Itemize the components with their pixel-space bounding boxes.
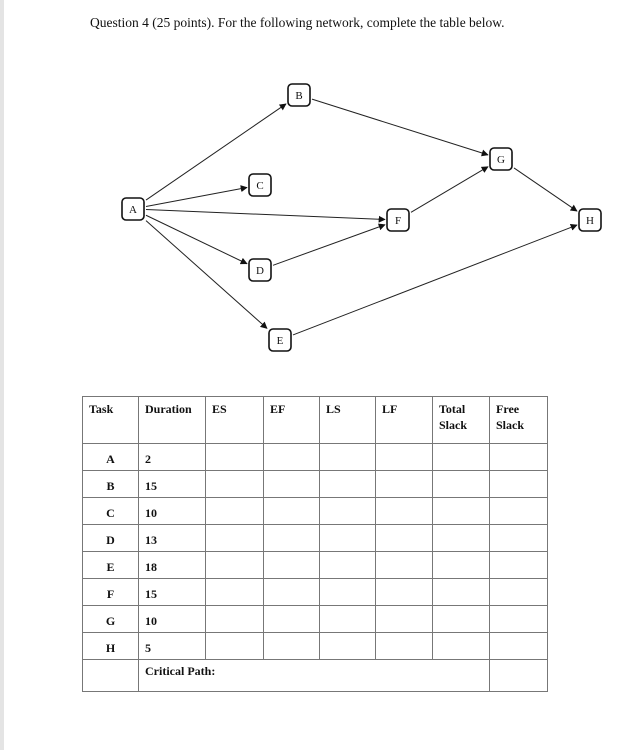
node-a — [122, 198, 144, 220]
cell-free-slack — [490, 471, 548, 498]
cell-lf — [376, 471, 433, 498]
cell-free-slack — [490, 606, 548, 633]
table-row — [83, 444, 548, 471]
edge-a-c — [146, 187, 247, 206]
cell-free-slack — [490, 444, 548, 471]
cell-ls — [320, 525, 376, 552]
table-row — [83, 525, 548, 552]
header-duration: Duration — [139, 397, 206, 444]
header-task: Task — [83, 397, 139, 444]
question-text: Question 4 (25 points). For the following network, complete the table below. — [90, 15, 505, 30]
critical-path-task-cell — [83, 660, 139, 692]
cell-ef — [264, 633, 320, 660]
header-total-slack — [433, 397, 490, 444]
node-label: G — [497, 154, 505, 166]
node-label: C — [256, 180, 264, 192]
cell-duration: 15 — [139, 579, 206, 606]
header-ls: LS — [320, 397, 376, 444]
table-header-row — [83, 397, 548, 444]
cell-task: C — [83, 498, 139, 525]
cell-free-slack — [490, 579, 548, 606]
node-g — [490, 148, 512, 170]
cell-total-slack — [433, 606, 490, 633]
schedule-table — [82, 396, 548, 692]
critical-path-row — [83, 660, 548, 692]
node-label: B — [295, 90, 303, 102]
cell-ls — [320, 579, 376, 606]
table-row — [83, 471, 548, 498]
cell-ef — [264, 579, 320, 606]
critical-path-label: Critical Path: — [139, 660, 490, 692]
network-edges — [146, 99, 577, 335]
cell-total-slack — [433, 471, 490, 498]
cell-ef — [264, 552, 320, 579]
cell-ls — [320, 606, 376, 633]
cell-total-slack — [433, 552, 490, 579]
cell-es — [206, 579, 264, 606]
cell-task: A — [83, 444, 139, 471]
cell-ls — [320, 498, 376, 525]
cell-ef — [264, 606, 320, 633]
cell-duration: 15 — [139, 471, 206, 498]
cell-duration: 5 — [139, 633, 206, 660]
node-e — [269, 329, 291, 351]
cell-ls — [320, 633, 376, 660]
cell-task: E — [83, 552, 139, 579]
cell-task: F — [83, 579, 139, 606]
cell-lf — [376, 552, 433, 579]
cell-duration: 10 — [139, 498, 206, 525]
header-free-slack — [490, 397, 548, 444]
cell-free-slack — [490, 633, 548, 660]
cell-free-slack — [490, 552, 548, 579]
cell-es — [206, 498, 264, 525]
edge-d-f — [273, 225, 385, 266]
cell-lf — [376, 633, 433, 660]
cell-ef — [264, 471, 320, 498]
cell-lf — [376, 606, 433, 633]
header-es: ES — [206, 397, 264, 444]
edge-g-h — [514, 168, 577, 211]
node-label: H — [586, 215, 594, 227]
cell-ef — [264, 444, 320, 471]
cell-task: G — [83, 606, 139, 633]
cell-free-slack — [490, 498, 548, 525]
header-free-slack-line2: Slack — [496, 418, 525, 432]
critical-path-last-cell — [490, 660, 548, 692]
cell-es — [206, 525, 264, 552]
node-label: F — [394, 215, 402, 227]
cell-total-slack — [433, 633, 490, 660]
cell-ls — [320, 552, 376, 579]
edge-b-g — [312, 99, 488, 155]
cell-ef — [264, 498, 320, 525]
cell-lf — [376, 579, 433, 606]
table-row — [83, 633, 548, 660]
node-b — [288, 84, 310, 106]
table-row — [83, 552, 548, 579]
node-h — [579, 209, 601, 231]
node-label: E — [276, 335, 284, 347]
node-d — [249, 259, 271, 281]
cell-es — [206, 471, 264, 498]
header-total-slack-line2: Slack — [439, 418, 468, 432]
cell-total-slack — [433, 444, 490, 471]
cell-ef — [264, 525, 320, 552]
cell-task: D — [83, 525, 139, 552]
cell-duration: 2 — [139, 444, 206, 471]
edge-a-d — [146, 215, 247, 264]
cell-duration: 10 — [139, 606, 206, 633]
cell-free-slack — [490, 525, 548, 552]
header-total-slack-line1: Total — [439, 402, 466, 416]
header-ef: EF — [264, 397, 320, 444]
cell-ls — [320, 444, 376, 471]
table-row — [83, 606, 548, 633]
cell-total-slack — [433, 579, 490, 606]
table-row — [83, 498, 548, 525]
node-f — [387, 209, 409, 231]
cell-duration: 18 — [139, 552, 206, 579]
cell-lf — [376, 525, 433, 552]
cell-duration: 13 — [139, 525, 206, 552]
cell-total-slack — [433, 498, 490, 525]
header-lf: LF — [376, 397, 433, 444]
edge-a-f — [146, 210, 385, 220]
cell-ls — [320, 471, 376, 498]
node-label: A — [129, 204, 137, 216]
cell-es — [206, 633, 264, 660]
cell-total-slack — [433, 525, 490, 552]
node-label: D — [256, 265, 264, 277]
cell-task: B — [83, 471, 139, 498]
table-row — [83, 579, 548, 606]
header-free-slack-line1: Free — [496, 402, 520, 416]
network-nodes — [122, 84, 601, 351]
cell-es — [206, 444, 264, 471]
cell-es — [206, 552, 264, 579]
cell-task: H — [83, 633, 139, 660]
cell-es — [206, 606, 264, 633]
edge-f-g — [411, 167, 488, 213]
cell-lf — [376, 444, 433, 471]
node-c — [249, 174, 271, 196]
edge-e-h — [293, 225, 577, 335]
cell-lf — [376, 498, 433, 525]
